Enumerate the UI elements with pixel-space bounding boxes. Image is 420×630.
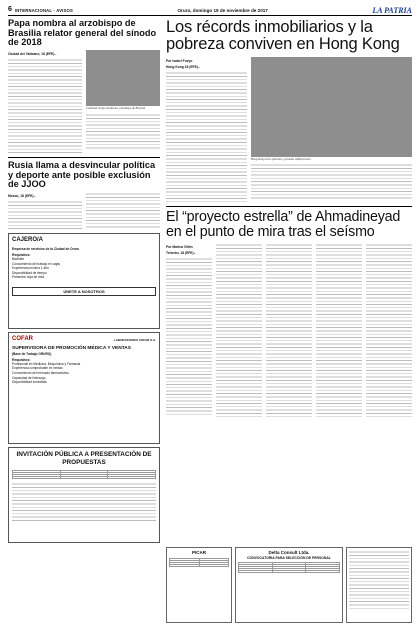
invitation-table: [12, 470, 156, 479]
cajero-title: CAJERO/A: [12, 237, 44, 244]
main-article-body: [166, 57, 412, 203]
picar-ad: [166, 547, 232, 623]
cofar-logo: COFAR: [12, 336, 33, 343]
second-author: Por Marina Villén: [166, 244, 193, 249]
left-column: [8, 19, 160, 543]
left-text-block: [86, 113, 160, 149]
second-dateline: Teherán, 18 (EFE).-: [166, 250, 196, 255]
left-text-block: [8, 58, 82, 154]
misc-ad-text: [349, 550, 409, 610]
cofar-req-label: Requisitos:: [12, 357, 31, 362]
invitation-text: [12, 482, 156, 522]
section-label: INTERNACIONAL - AVISOS: [14, 7, 73, 13]
archbishop-photo: [86, 50, 160, 106]
second-article-body: [166, 243, 412, 419]
picar-table: [169, 558, 229, 567]
main-text-block: [166, 71, 247, 203]
second-text-block: [366, 243, 412, 419]
delta-consult-ad: [235, 547, 343, 623]
list-item: Conocimiento del trabajo en cajas: [12, 261, 61, 266]
main-photo-caption: Hong Kong entre pobreza y grandes edificaciones: [250, 156, 311, 161]
left-text-block: [86, 192, 160, 228]
cajero-req-label: Requisitos:: [12, 252, 31, 257]
cofar-subtitle: (Base de Trabajo ORURO): [12, 351, 52, 356]
invitation-title: INVITACIÓN PÚBLICA A PRESENTACIÓN DE PROPUESTAS: [16, 451, 152, 467]
cajero-subtitle: Empresa de servicios de la Ciudad de Oruro: [12, 246, 79, 251]
second-headline: El “proyecto estrella” de Ahmadineyad en el punto de mira tras el seísmo: [166, 208, 401, 240]
left-dateline-2: Moscú, 18 (EFE).-: [8, 194, 36, 199]
second-text-block: [266, 243, 312, 419]
main-author: Por Isabel Fueyo: [166, 58, 193, 63]
list-item: Presentar hoja de vida: [12, 275, 44, 280]
misc-ad: [346, 547, 412, 623]
convocatoria-title: CONVOCATORIA PARA SELECCIÓN DE PERSONAL: [247, 555, 331, 560]
invitation-ad: [8, 447, 160, 543]
right-column: [166, 19, 412, 419]
main-headline: Los récords inmobiliarios y la pobreza conviven en Hong Kong: [166, 18, 400, 54]
left-headline-2: Rusia llama a desvincular política y deporte ante posible exclusión de JJOO: [8, 160, 156, 190]
left-dateline-1: Ciudad del Vaticano, 18 (EFE).-: [8, 51, 57, 56]
left-headline-1: Papa nombra al arzobispo de Brasilia relator general del sínodo de 2018: [8, 18, 157, 48]
cofar-ad: [8, 332, 160, 444]
issue-date: Oruro, domingo 19 de noviembre de 2017: [177, 7, 268, 13]
list-item: Profesional en Medicina, Bioquímica y Farmacia: [12, 361, 81, 366]
left-article-2-body: [8, 192, 160, 230]
page-number: 6: [8, 6, 12, 14]
newspaper-logo: LA PATRIA: [372, 5, 412, 15]
left-article-1-body: [8, 50, 160, 154]
cofar-requirements: [12, 362, 156, 384]
list-item: Capacidad de liderazgo: [12, 375, 46, 380]
list-item: Disponibilidad inmediata: [12, 380, 47, 385]
second-text-block: [216, 243, 262, 419]
delta-logo: Delta Consult Ltda.: [268, 550, 310, 555]
list-item: Experiencia comprobable en ventas: [12, 366, 63, 371]
cajero-ad: [8, 233, 160, 329]
list-item: Disponibilidad de tiempo: [12, 270, 47, 275]
cofar-title: SUPERVISORA DE PROMOCIÓN MÉDICA Y VENTAS: [12, 345, 131, 351]
convocatoria-table: [238, 562, 340, 573]
left-photo-caption: Cardenal Sergio da Rocha, arzobispo de Brasilia: [86, 105, 146, 110]
cajero-footer: ÚNETE A NOSOTROS: [12, 287, 156, 296]
second-text-block: [166, 257, 212, 417]
page-header: [8, 6, 412, 16]
picar-logo: PICAR: [191, 550, 206, 555]
cofar-lab: LABORATORIOS COFAR S.A.: [113, 338, 156, 343]
left-text-block: [8, 200, 82, 230]
hong-kong-photo: [251, 57, 412, 157]
list-item: Experiencia mínima 1 año: [12, 266, 49, 271]
bottom-ads: [166, 547, 412, 623]
main-dateline: Hong Kong 18 (EFE).-: [166, 64, 200, 69]
list-item: Conocimiento del mercado farmacéutico: [12, 371, 70, 376]
main-text-block: [251, 163, 412, 199]
cajero-requirements: [12, 257, 156, 279]
second-text-block: [316, 243, 362, 419]
list-item: Bachiller: [12, 256, 25, 261]
